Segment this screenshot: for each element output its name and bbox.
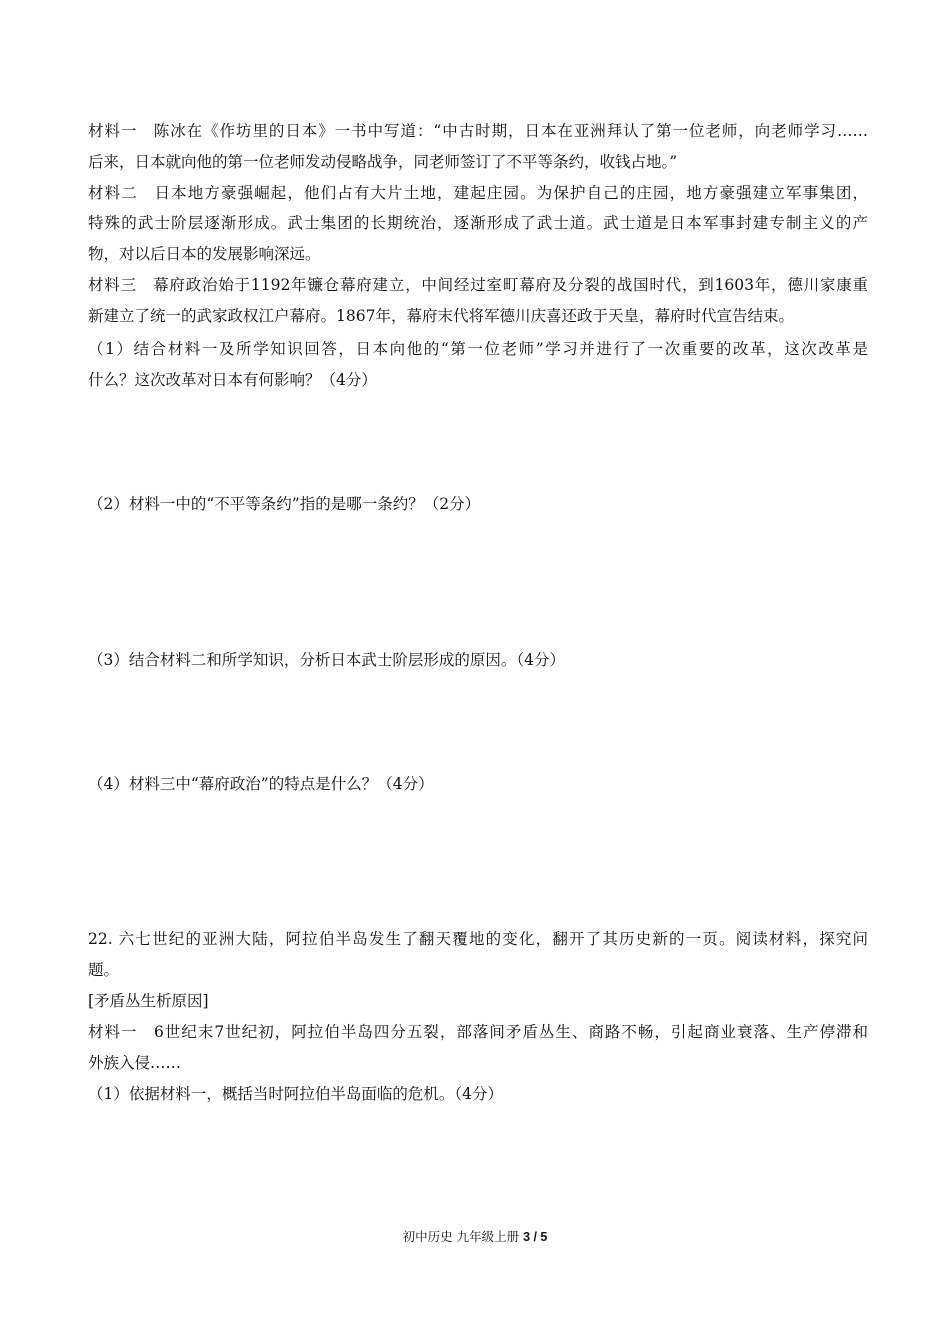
question-22-intro-line-2: 题。 bbox=[88, 961, 120, 979]
question-1-line-1: （1）结合材料一及所学知识回答，日本向他的“第一位老师”学习并进行了一次重要的改革，这次改革是 bbox=[88, 340, 868, 358]
material-2-line-1: 材料二 日本地方豪强崛起，他们占有大片土地，建起庄园。为保护自己的庄园，地方豪强建立军事集团， bbox=[88, 184, 868, 202]
material-3-line-2: 新建立了统一的武家政权江户幕府。1867年，幕府末代将军德川庆喜还政于天皇，幕府时代宣告结束。 bbox=[88, 307, 794, 325]
question-22-subquestion-1: （1）依据材料一，概括当时阿拉伯半岛面临的危机。（4分） bbox=[88, 1085, 503, 1103]
question-22-material-1-line-1: 材料一 6世纪末7世纪初，阿拉伯半岛四分五裂，部落间矛盾丛生、商路不畅，引起商业衰落、生产停滞和 bbox=[88, 1023, 868, 1041]
question-22-material-1-line-2: 外族入侵…… bbox=[88, 1054, 182, 1072]
material-2-line-2: 特殊的武士阶层逐渐形成。武士集团的长期统治，逐渐形成了武士道。武士道是日本军事封建专制主义的产 bbox=[88, 214, 868, 232]
footer-label: 初中历史 九年级上册 bbox=[402, 1229, 524, 1244]
section-heading: [矛盾丛生析原因] bbox=[88, 992, 209, 1010]
page-number: 3 / 5 bbox=[523, 1230, 548, 1244]
material-1-line-1: 材料一 陈冰在《作坊里的日本》一书中写道：“中古时期，日本在亚洲拜认了第一位老师，向老师学习…… bbox=[88, 122, 868, 140]
question-3: （3）结合材料二和所学知识，分析日本武士阶层形成的原因。（4分） bbox=[88, 651, 565, 669]
question-1-line-2: 什么？这次改革对日本有何影响？（4分） bbox=[88, 371, 377, 389]
material-2-line-3: 物，对以后日本的发展影响深远。 bbox=[88, 245, 321, 263]
material-1-line-2: 后来，日本就向他的第一位老师发动侵略战争，同老师签订了不平等条约，收钱占地。” bbox=[88, 153, 678, 171]
material-3-line-1: 材料三 幕府政治始于1192年镰仓幕府建立，中间经过室町幕府及分裂的战国时代，到1603年，德川家康重 bbox=[88, 276, 868, 294]
question-22-intro-line-1: 22. 六七世纪的亚洲大陆，阿拉伯半岛发生了翻天覆地的变化，翻开了其历史新的一页。阅读材料，探究问 bbox=[88, 930, 868, 948]
question-2: （2）材料一中的“不平等条约”指的是哪一条约？（2分） bbox=[88, 495, 481, 513]
page-footer bbox=[0, 1229, 950, 1245]
question-4: （4）材料三中“幕府政治”的特点是什么？（4分） bbox=[88, 775, 434, 793]
